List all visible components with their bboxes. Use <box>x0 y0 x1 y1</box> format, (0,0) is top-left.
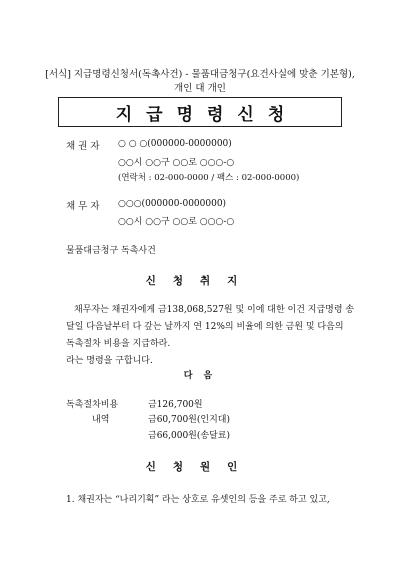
purpose-line-1: 채무자는 채권자에게 금138,068,527원 및 이에 대한 이건 지급명령 송 <box>74 305 355 315</box>
case-type: 물품대금청구 독촉사건 <box>66 246 156 256</box>
fees-detail-label: 내역 <box>92 415 110 425</box>
form-header-line-1: [서식] 지급명령신청서(독촉사건) - 물품대금청구(요건사실에 맞춘 기본형), <box>45 69 355 80</box>
purpose-heading: 신청취지 <box>145 275 255 287</box>
document-title-box <box>58 97 342 127</box>
debtor-name: ○○○(000000-0000000) <box>118 199 227 209</box>
form-header-line-2: 개인 대 개인 <box>174 83 226 94</box>
debtor-address: ○○시 ○○구 ○○로 ○○○-○ <box>118 217 235 227</box>
creditor-address: ○○시 ○○구 ○○로 ○○○-○ <box>118 158 235 168</box>
fees-item-postage: 금66,000원(송달료) <box>148 431 230 441</box>
fees-total-value: 금126,700원 <box>148 400 203 410</box>
purpose-line-2: 달일 다음날부터 다 갚는 날까지 연 12%의 비율에 의한 금원 및 다음의 <box>66 322 344 332</box>
debtor-label: 채무자 <box>66 201 103 212</box>
fees-total-label: 독촉절차비용 <box>66 400 119 410</box>
purpose-line-4: 라는 명령을 구합니다. <box>66 356 153 366</box>
creditor-contact: (연락처 : 02-000-0000 / 팩스 : 02-000-0000) <box>118 173 300 183</box>
document-title: 지급명령신청 <box>115 104 299 125</box>
creditor-name: ○ ○ ○(000000-0000000) <box>118 139 232 149</box>
creditor-label: 채권자 <box>66 141 103 152</box>
cause-line-1: 1. 채권자는 “나리기획” 라는 상호로 유셋인의 등을 주로 하고 있고, <box>66 495 330 505</box>
purpose-line-3: 독촉절차 비용을 지급하라. <box>66 339 171 349</box>
cause-heading: 신청원인 <box>145 461 255 473</box>
fees-item-stamp: 금60,700원(인지대) <box>148 415 230 425</box>
fees-heading: 다 음 <box>183 371 217 381</box>
